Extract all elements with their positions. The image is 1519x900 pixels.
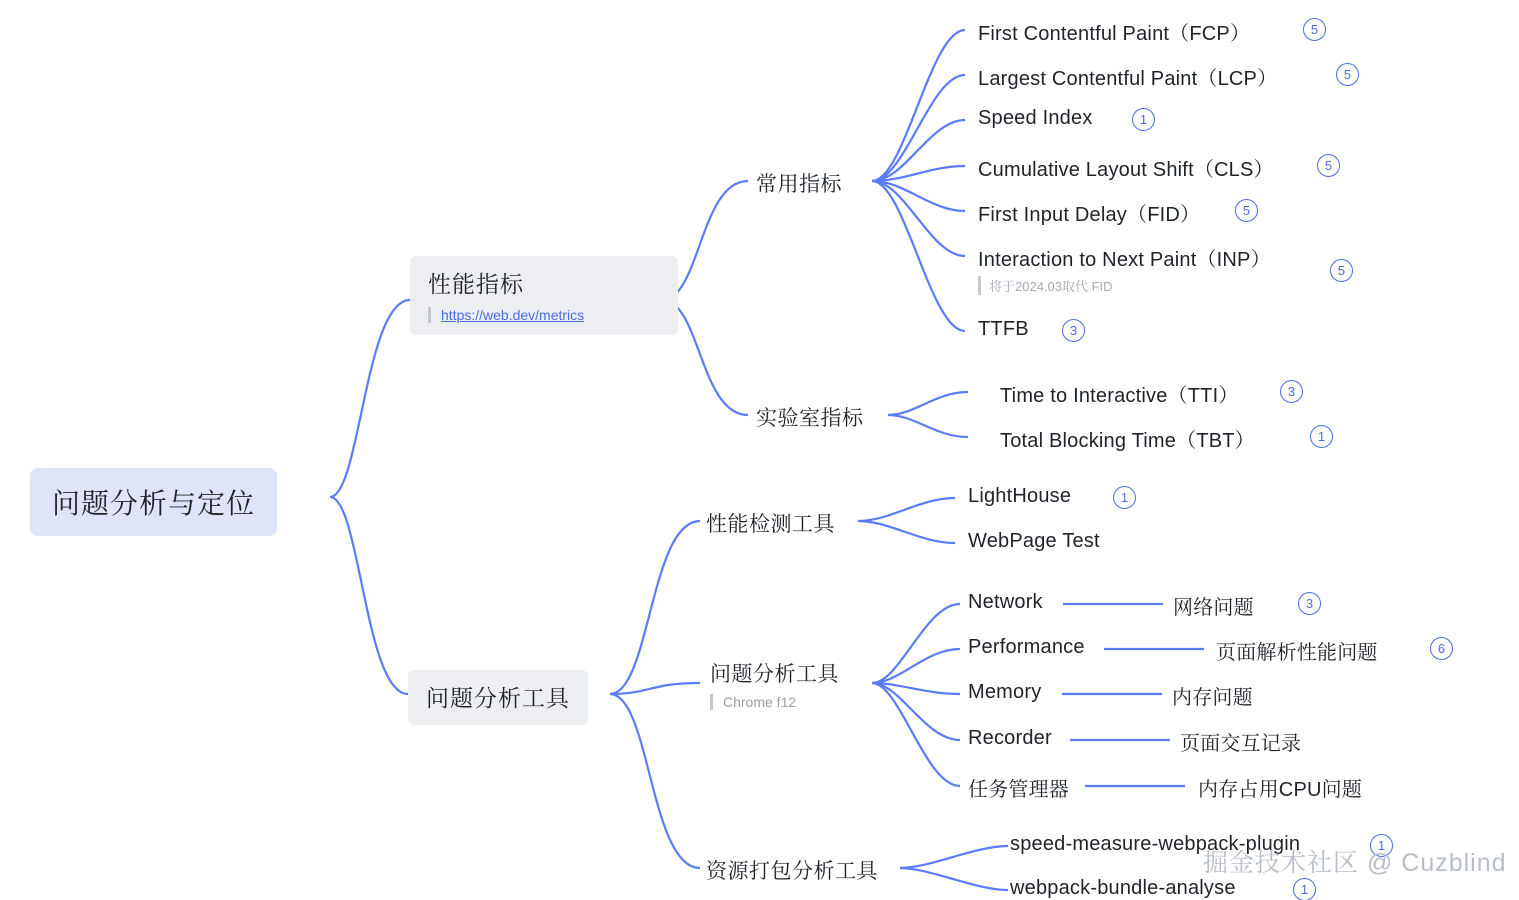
node-lab-metrics[interactable]: 实验室指标: [756, 407, 864, 430]
leaf-network-tail[interactable]: 网络问题: [1173, 597, 1254, 619]
node-issue-analysis-tools[interactable]: [710, 658, 839, 710]
leaf-inp-note: 将于2024.03取代 FID: [978, 276, 1271, 295]
leaf-network[interactable]: Network: [968, 591, 1043, 613]
badge-cls: 5: [1317, 154, 1340, 177]
leaf-memory[interactable]: Memory: [968, 681, 1042, 703]
node-perf-detection-tools[interactable]: 性能检测工具: [706, 513, 835, 536]
leaf-performance-tail[interactable]: 页面解析性能问题: [1216, 642, 1378, 664]
node-issue-analysis-tools-note: Chrome f12: [710, 694, 839, 710]
node-common-metrics[interactable]: 常用指标: [756, 173, 842, 196]
leaf-ttfb[interactable]: TTFB: [978, 318, 1029, 340]
leaf-inp: Interaction to Next Paint（INP）: [978, 249, 1271, 271]
badge-tbt: 1: [1310, 425, 1333, 448]
badge-tti: 3: [1280, 380, 1303, 403]
badge-fcp: 5: [1303, 18, 1326, 41]
leaf-lcp[interactable]: Largest Contentful Paint（LCP）: [978, 68, 1278, 90]
badge-ttfb: 3: [1062, 319, 1085, 342]
leaf-fcp[interactable]: First Contentful Paint（FCP）: [978, 23, 1251, 45]
badge-speed-measure-webpack-plugin: 1: [1370, 834, 1393, 857]
leaf-cls[interactable]: Cumulative Layout Shift（CLS）: [978, 159, 1274, 181]
badge-lcp: 5: [1336, 63, 1359, 86]
leaf-webpagetest[interactable]: WebPage Test: [968, 530, 1100, 552]
watermark: 掘金技术社区 @ Cuzblind: [1203, 849, 1507, 877]
branch-analysis-tools[interactable]: [408, 670, 588, 725]
badge-lighthouse: 1: [1113, 486, 1136, 509]
node-bundle-analysis-tools[interactable]: 资源打包分析工具: [706, 860, 878, 883]
badge-fid: 5: [1235, 199, 1258, 222]
root-node[interactable]: 问题分析与定位: [30, 468, 277, 536]
leaf-speed-measure-webpack-plugin[interactable]: speed-measure-webpack-plugin: [1010, 833, 1301, 855]
branch-performance-metrics-label: 性能指标: [428, 271, 524, 297]
leaf-inp-group[interactable]: [978, 243, 1271, 295]
branch-performance-metrics[interactable]: [410, 256, 678, 335]
leaf-task-manager[interactable]: 任务管理器: [968, 779, 1069, 801]
leaf-recorder-tail[interactable]: 页面交互记录: [1180, 733, 1302, 755]
node-issue-analysis-tools-label: 问题分析工具: [710, 663, 839, 686]
badge-performance: 6: [1430, 637, 1453, 660]
leaf-fid[interactable]: First Input Delay（FID）: [978, 204, 1201, 226]
branch-analysis-tools-label: 问题分析工具: [426, 685, 570, 711]
badge-webpack-bundle-analyse: 1: [1293, 878, 1316, 900]
leaf-webpack-bundle-analyse[interactable]: webpack-bundle-analyse: [1010, 877, 1236, 899]
leaf-lighthouse[interactable]: LightHouse: [968, 485, 1072, 507]
badge-inp: 5: [1330, 259, 1353, 282]
leaf-tti[interactable]: Time to Interactive（TTI）: [1000, 385, 1239, 407]
leaf-speed-index[interactable]: Speed Index: [978, 107, 1093, 129]
leaf-tbt[interactable]: Total Blocking Time（TBT）: [1000, 430, 1255, 452]
leaf-recorder[interactable]: Recorder: [968, 727, 1052, 749]
badge-network: 3: [1298, 592, 1321, 615]
leaf-memory-tail[interactable]: 内存问题: [1172, 687, 1253, 709]
badge-speed-index: 1: [1132, 108, 1155, 131]
branch-performance-metrics-note[interactable]: https://web.dev/metrics: [428, 307, 660, 323]
leaf-performance[interactable]: Performance: [968, 636, 1085, 658]
leaf-task-manager-tail[interactable]: 内存占用CPU问题: [1198, 779, 1363, 801]
